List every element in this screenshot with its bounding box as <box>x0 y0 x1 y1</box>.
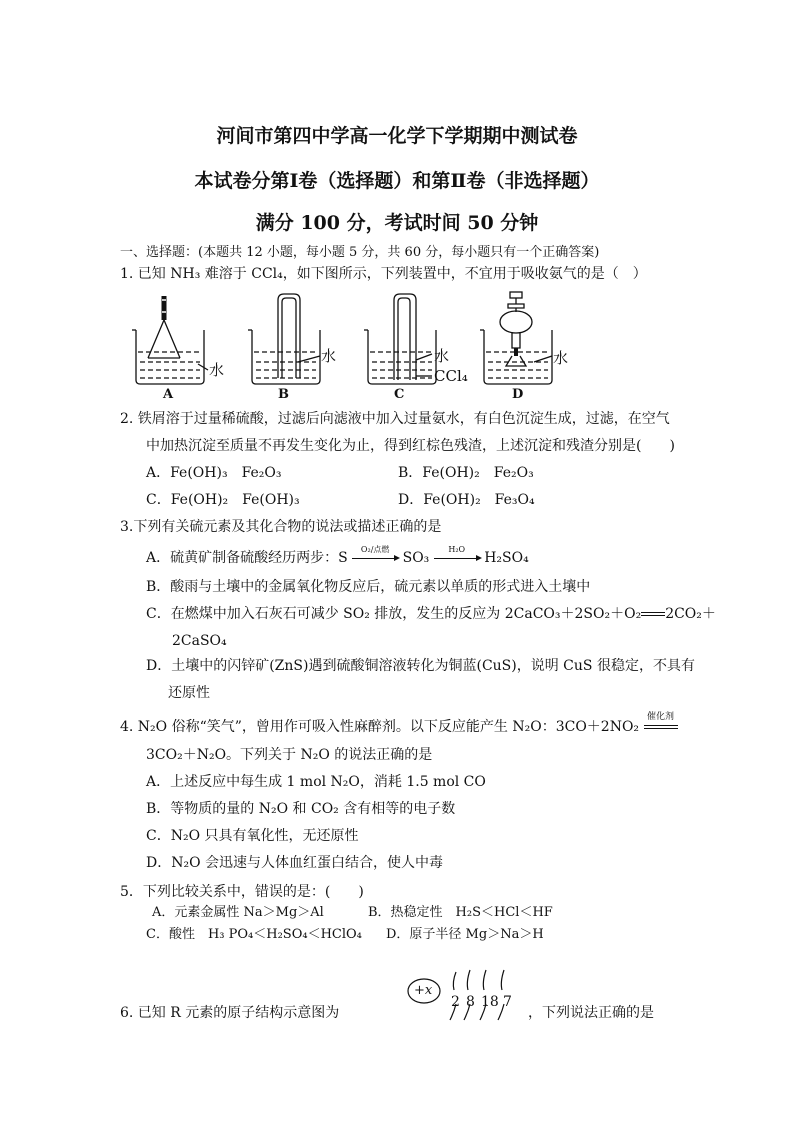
ccl4-label-c: CCl₄ <box>434 367 468 385</box>
option-a-intermediate: SO₃ <box>402 550 430 566</box>
question-6-stem-prefix: 6. 已知 R 元素的原子结构示意图为 <box>120 1005 340 1021</box>
question-6-stem-suffix: ，下列说法正确的是 <box>528 1005 654 1021</box>
water-label-a: 水 <box>209 361 225 379</box>
question-2-option-d: D．Fe(OH)₂ Fe₃O₄ <box>398 492 535 508</box>
question-4-option-b: B．等物质的量的 N₂O 和 CO₂ 含有相等的电子数 <box>146 801 456 817</box>
question-3-option-a <box>146 545 529 568</box>
shell-2: 8 <box>466 994 475 1010</box>
label-d: D <box>512 387 524 402</box>
question-3-option-c-line2: 2CaSO₄ <box>172 633 227 649</box>
option-c-products: 2CO₂＋ <box>665 606 716 622</box>
question-2-stem-line2: 中加热沉淀至质量不再发生变化为止，得到红棕色残渣，上述沉淀和残渣分别是( ) <box>146 438 675 454</box>
question-5-option-c: C．酸性 H₃ PO₄＜H₂SO₄＜HClO₄ <box>146 927 362 942</box>
arrow-2-condition: H₂O <box>448 545 466 554</box>
nucleus-charge: +x <box>414 983 433 998</box>
water-label-c: 水 <box>434 347 450 365</box>
shell-1: 2 <box>451 994 460 1010</box>
equals-sign <box>641 612 665 616</box>
apparatus-d <box>480 292 552 384</box>
exam-subtitle: 本试卷分第Ⅰ卷（选择题）和第Ⅱ卷（非选择题） <box>194 170 600 192</box>
question-3-option-d-line1: D．土壤中的闪锌矿(ZnS)遇到硫酸铜溶液转化为铜蓝(CuS)，说明 CuS 很稳定，不具有 <box>146 658 695 674</box>
question-3-option-d-line2: 还原性 <box>168 685 210 701</box>
question-5-stem: 5．下列比较关系中，错误的是：( ) <box>120 884 364 900</box>
water-label-b: 水 <box>321 347 337 365</box>
label-b: B <box>278 387 289 402</box>
question-2-option-b: B．Fe(OH)₂ Fe₂O₃ <box>398 465 534 481</box>
question-2-stem-line1: 2. 铁屑溶于过量稀硫酸，过滤后向滤液中加入过量氨水，有白色沉淀生成，过滤，在空气 <box>120 411 670 427</box>
question-5-option-b: B．热稳定性 H₂S＜HCl＜HF <box>368 905 553 920</box>
question-3-option-b: B．酸雨与土壤中的金属氧化物反应后，硫元素以单质的形式进入土壤中 <box>146 579 591 595</box>
apparatus-b <box>248 294 320 384</box>
apparatus-diagram <box>128 290 688 402</box>
section-heading: 一、选择题：(本题共 12 小题，每小题 5 分，共 60 分，每小题只有一个正确答案) <box>120 245 600 260</box>
question-3-option-c-line1 <box>146 604 716 624</box>
option-a-product: H₂SO₄ <box>484 550 529 566</box>
question-4-option-d: D．N₂O 会迅速与人体血红蛋白结合，使人中毒 <box>146 855 444 871</box>
water-label-d: 水 <box>553 349 569 367</box>
reaction-arrow-2 <box>434 545 480 568</box>
shell-3: 18 <box>481 994 499 1010</box>
option-a-prefix: A．硫黄矿制备硫酸经历两步：S <box>146 550 348 566</box>
catalyst-condition: 催化剂 <box>646 712 674 722</box>
question-4-stem-line2: 3CO₂＋N₂O。下列关于 N₂O 的说法正确的是 <box>146 747 433 763</box>
question-2-option-a: A．Fe(OH)₃ Fe₂O₃ <box>146 465 282 481</box>
reaction-arrow-1 <box>352 545 398 568</box>
question-4-option-c: C．N₂O 只具有氧化性，无还原性 <box>146 828 359 844</box>
option-c-reactants: C．在燃煤中加入石灰石可减少 SO₂ 排放，发生的反应为 2CaCO₃＋2SO₂＋O₂ <box>146 606 642 622</box>
exam-title: 河间市第四中学高一化学下学期期中测试卷 <box>216 125 578 147</box>
arrow-1-condition: O₂/点燃 <box>360 545 390 554</box>
apparatus-c <box>364 294 436 384</box>
q4-stem-text: 4. N₂O 俗称“笑气”，曾用作可吸入性麻醉剂。以下反应能产生 N₂O：3CO＋2NO₂ <box>120 719 640 735</box>
question-5-option-d: D．原子半径 Mg＞Na＞H <box>386 927 544 942</box>
exam-score-time: 满分 100 分，考试时间 50 分钟 <box>255 212 539 234</box>
question-4-option-a: A．上述反应中每生成 1 mol N₂O，消耗 1.5 mol CO <box>146 774 486 790</box>
catalyst-equation <box>644 712 678 737</box>
shell-4: 7 <box>503 994 512 1010</box>
question-4-stem-line1 <box>120 712 678 737</box>
apparatus-a <box>132 296 208 384</box>
label-c: C <box>394 387 405 402</box>
question-1-stem: 1. 已知 NH₃ 难溶于 CCl₄，如下图所示，下列装置中，不宜用于吸收氨气的是（ ） <box>120 266 647 282</box>
question-3-stem: 3.下列有关硫元素及其化合物的说法或描述正确的是 <box>120 519 442 535</box>
label-a: A <box>163 387 174 402</box>
question-5-option-a: A．元素金属性 Na＞Mg＞Al <box>152 905 324 920</box>
question-2-option-c: C．Fe(OH)₂ Fe(OH)₃ <box>146 492 300 508</box>
